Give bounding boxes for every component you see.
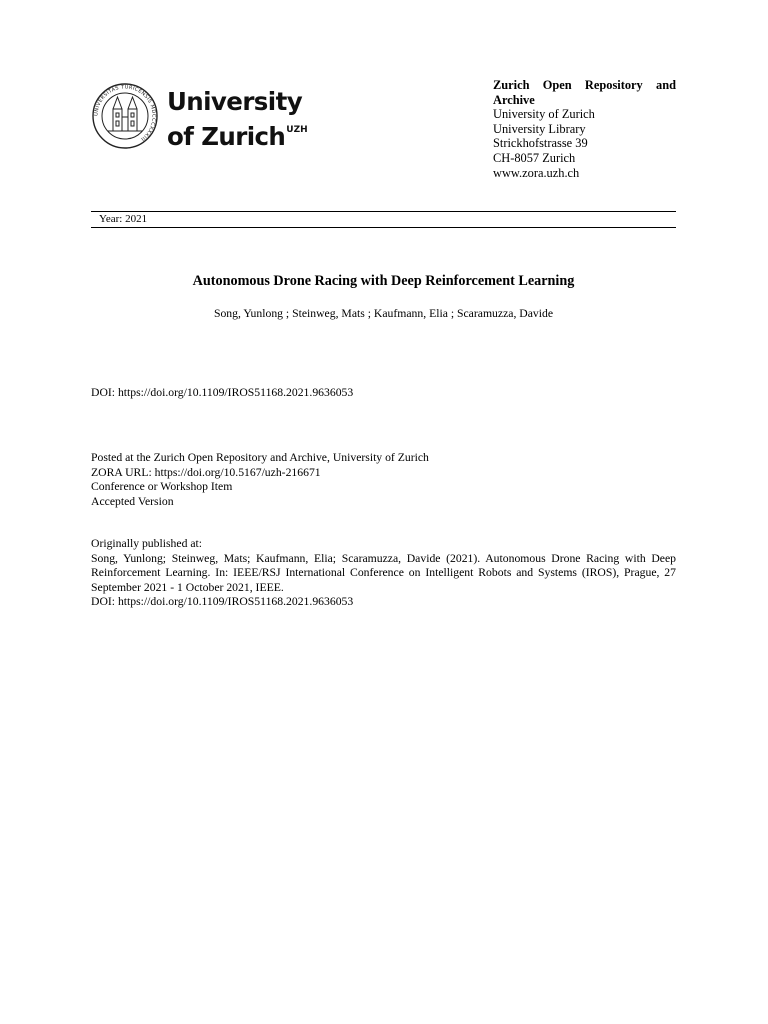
university-logo [92,80,322,152]
doi-section [91,386,676,401]
item-type: Conference or Workshop Item [91,480,233,494]
university-name-text: University of Zurich [167,87,303,151]
bottom-divider [91,227,676,228]
paper-title: Autonomous Drone Racing with Deep Reinforcement Learning [192,273,575,289]
svg-text:UNIVERSITAS TURICENSIS MDCCCXX: UNIVERSITAS TURICENSIS MDCCCXXXIII [93,84,157,143]
address-line: University Library [493,121,586,136]
address-line: University of Zurich [493,107,595,122]
repository-title: Zurich Open Repository and Archive [493,78,676,107]
university-name [167,88,322,151]
address-line: Strickhofstrasse 39 [493,136,588,151]
doi-link[interactable]: DOI: https://doi.org/10.1109/IROS51168.2021.9636053 [91,386,354,399]
posting-info [91,451,676,509]
original-reference: Song, Yunlong; Steinweg, Mats; Kaufmann, Elia; Scaramuzza, Davide (2021). Autonomous Drone Racing with Deep Reinforcement Learning. In: IEEE/RSJ International Conference on Intelligent Robots and Systems (IROS), Prague, 27 September 2021 - 1 October 2021, IEEE. [91,551,676,594]
top-divider [91,211,676,212]
address-line: CH-8057 Zurich [493,150,576,165]
original-doi-link[interactable]: DOI: https://doi.org/10.1109/IROS51168.2021.9636053 [91,595,354,609]
original-heading: Originally published at: [91,537,203,550]
repository-address [493,78,676,180]
version: Accepted Version [91,494,174,508]
posted-statement: Posted at the Zurich Open Repository and Archive, University of Zurich [91,451,429,464]
repository-website-link[interactable]: www.zora.uzh.ch [493,165,580,180]
uzh-superscript: UZH [286,125,308,135]
paper-authors: Song, Yunlong ; Steinweg, Mats ; Kaufmann, Elia ; Scaramuzza, Davide [213,307,554,320]
zora-url-link[interactable]: ZORA URL: https://doi.org/10.5167/uzh-216671 [91,465,321,479]
university-seal-icon [92,83,158,149]
original-publication [91,537,676,610]
publication-year: Year: 2021 [99,213,148,225]
